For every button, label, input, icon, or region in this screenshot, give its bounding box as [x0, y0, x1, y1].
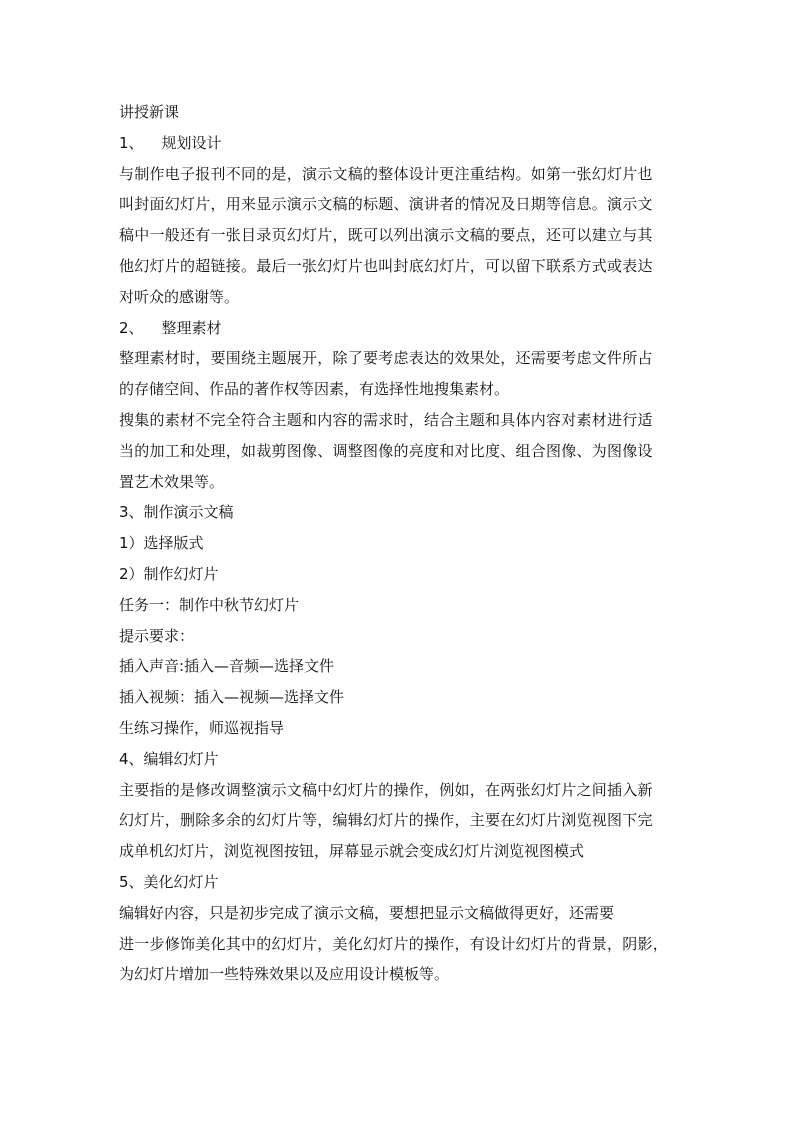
paragraph-line: 编辑好内容，只是初步完成了演示文稿，要想把显示文稿做得更好，还需要	[119, 903, 615, 922]
paragraph-line: 进一步修饰美化其中的幻灯片，美化幻灯片的操作，有设计幻灯片的背景，阴影，	[119, 934, 669, 953]
numbered-heading: 3、制作演示文稿	[119, 503, 234, 522]
paragraph-line: 稿中一般还有一张目录页幻灯片，既可以列出演示文稿的要点，还可以建立与其	[119, 226, 653, 245]
instruction-line: 插入声音:插入—音频—选择文件	[119, 657, 335, 676]
instruction-line: 插入视频：插入—视频—选择文件	[119, 688, 345, 707]
numbered-heading	[119, 313, 679, 344]
paragraph-line: 当的加工和处理，如裁剪图像、调整图像的亮度和对比度、组合图像、为图像设	[119, 441, 653, 460]
paragraph-line: 的存储空间、作品的著作权等因素，有选择性地搜集素材。	[119, 380, 510, 399]
paragraph-line: 与制作电子报刊不同的是，演示文稿的整体设计更注重结构。如第一张幻灯片也	[119, 164, 653, 183]
section-title: 讲授新课	[119, 103, 180, 121]
paragraph-line: 主要指的是修改调整演示文稿中幻灯片的操作，例如，在两张幻灯片之间插入新	[119, 780, 653, 799]
paragraph-line: 幻灯片，删除多余的幻灯片等，编辑幻灯片的操作，主要在幻灯片浏览视图下完	[119, 811, 653, 830]
instruction-line: 生练习操作，师巡视指导	[119, 718, 285, 737]
paragraph-line: 成单机幻灯片，浏览视图按钮，屏幕显示就会变成幻灯片浏览视图模式	[119, 842, 585, 861]
paragraph-line: 对听众的感谢等。	[119, 287, 240, 306]
heading-text: 规划设计	[161, 133, 222, 152]
list-number: 1、	[119, 133, 144, 152]
document-body	[119, 97, 679, 990]
heading-text: 整理素材	[161, 318, 222, 337]
paragraph-line: 整理素材时，要围绕主题展开，除了要考虑表达的效果处，还需要考虑文件所占	[119, 349, 653, 368]
sub-heading: 1）选择版式	[119, 534, 204, 553]
paragraph-line: 搜集的素材不完全符合主题和内容的需求时，结合主题和具体内容对素材进行适	[119, 410, 653, 429]
paragraph-line: 置艺术效果等。	[119, 472, 225, 491]
numbered-heading: 5、美化幻灯片	[119, 872, 219, 891]
paragraph-line: 叫封面幻灯片，用来显示演示文稿的标题、演讲者的情况及日期等信息。演示文	[119, 195, 653, 214]
hint-label: 提示要求：	[119, 626, 195, 645]
numbered-heading	[119, 128, 679, 159]
paragraph-line: 他幻灯片的超链接。最后一张幻灯片也叫封底幻灯片，可以留下联系方式或表达	[119, 256, 653, 275]
task-title: 任务一：制作中秋节幻灯片	[119, 595, 300, 614]
numbered-heading: 4、编辑幻灯片	[119, 749, 219, 768]
list-number: 2、	[119, 318, 144, 337]
sub-heading: 2）制作幻灯片	[119, 564, 219, 583]
paragraph-line: 为幻灯片增加一些特殊效果以及应用设计模板等。	[119, 965, 450, 984]
